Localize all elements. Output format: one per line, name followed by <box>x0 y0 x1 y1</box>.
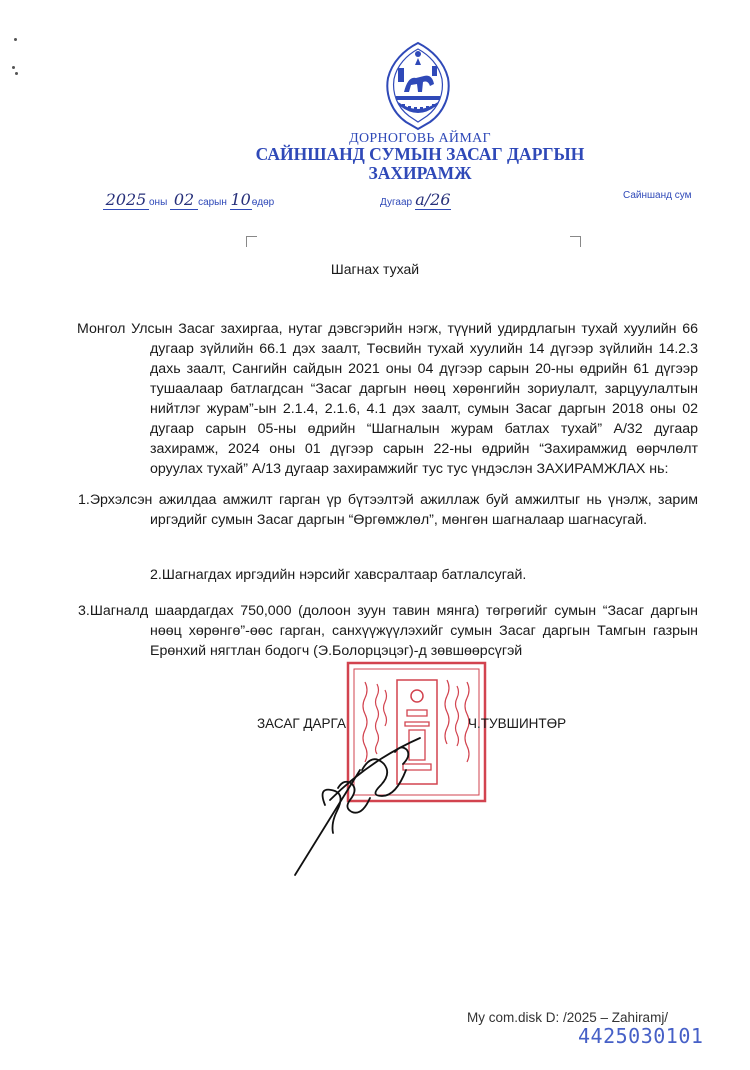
date-year-suffix: оны <box>149 197 168 208</box>
document-type-heading: ЗАХИРАМЖ <box>368 163 472 183</box>
corner-mark <box>246 236 257 247</box>
organization-heading: САЙНШАНД СУМЫН ЗАСАГ ДАРГЫН <box>255 144 585 164</box>
signer-name: Ч.ТУВШИНТӨР <box>468 716 567 731</box>
document-place: Сайншанд сум <box>623 190 692 201</box>
date-year-value: 2025 <box>103 190 149 210</box>
date-month-value: 02 <box>170 190 198 210</box>
document-title: Шагнах тухай <box>330 261 420 277</box>
date-month-suffix: сарын <box>198 197 227 208</box>
order-item-3: 3.Шагналд шаардагдах 750,000 (долоон зуун тавин мянга) төгрөгийг сумын “Засаг даргын нөөц хөрөнгө”-өөс гарган, санхүүжүүлэхийг сумын Засаг даргын Тамгын газрын Ерөнхий нягтлан бодогч (Э.Болорцэцэг)-д зөвшөөрсүгэй <box>78 603 698 659</box>
preamble-paragraph: Монгол Улсын Засаг захиргаа, нутаг дэвсгэрийн нэгж, түүний удирдлагын тухай хуулийн 66 дугаар зүйлийн 66.1 дэх заалт, Төсвийн тухай хуулийн 14 дүгээр зүйлийн 14.2.3 дахь заалт, Сангийн сайдын 2021 оны 04 дүгээр сарын 20-ны өдрийн 61 дүгээр тушаалаар батлагдсан “Засаг даргын нөөц хөрөнгийн зориулалт, зарцуулалтын нийтлэг журам”-ын 2.1.4, 2.1.6, 4.1 дэх заалт, сумын Засаг даргын 2018 оны 02 дугаар сарын 05-ны өдрийн “Шагналын журам батлах тухай” А/32 дугаар захирамж, 2024 оны 01 дүгээр сарын 22-ны өдрийн “Захирамжид өөрчлөлт оруулах тухай” А/13 дугаар захирамжийг тус тус үндэслэн ЗАХИРАМЖЛАХ нь: <box>77 321 698 477</box>
signer-position: ЗАСАГ ДАРГА <box>257 716 346 731</box>
order-item-1: 1.Эрхэлсэн ажилдаа амжилт гарган үр бүтээлтэй ажиллаж буй амжилтыг нь үнэлж, зарим иргэдийг сумын Засаг даргын “Өргөмжлөл”, мөнгөн шагналаар шагнасугай. <box>78 492 698 528</box>
date-day-value: 10 <box>230 190 251 209</box>
registration-number-stamp: 4425030101 <box>578 1024 704 1048</box>
file-path-footer: My com.disk D: /2025 – Zahiramj/ <box>467 1010 669 1025</box>
date-day-suffix: өдөр <box>251 197 275 208</box>
scan-speck <box>14 38 17 41</box>
document-number <box>380 190 451 210</box>
corner-mark <box>570 236 581 247</box>
document-number-label: Дугаар <box>380 197 413 208</box>
date-line <box>103 190 274 210</box>
order-item-2: 2.Шагнагдах иргэдийн нэрсийг хавсралтаар батлалсугай. <box>150 567 527 583</box>
scan-speck <box>12 66 15 69</box>
province-heading: ДОРНОГОВЬ АЙМАГ <box>349 131 491 146</box>
scan-speck <box>15 72 18 75</box>
handwritten-signature <box>290 730 465 880</box>
document-number-value: а/26 <box>415 190 451 209</box>
state-emblem-icon <box>378 40 458 132</box>
